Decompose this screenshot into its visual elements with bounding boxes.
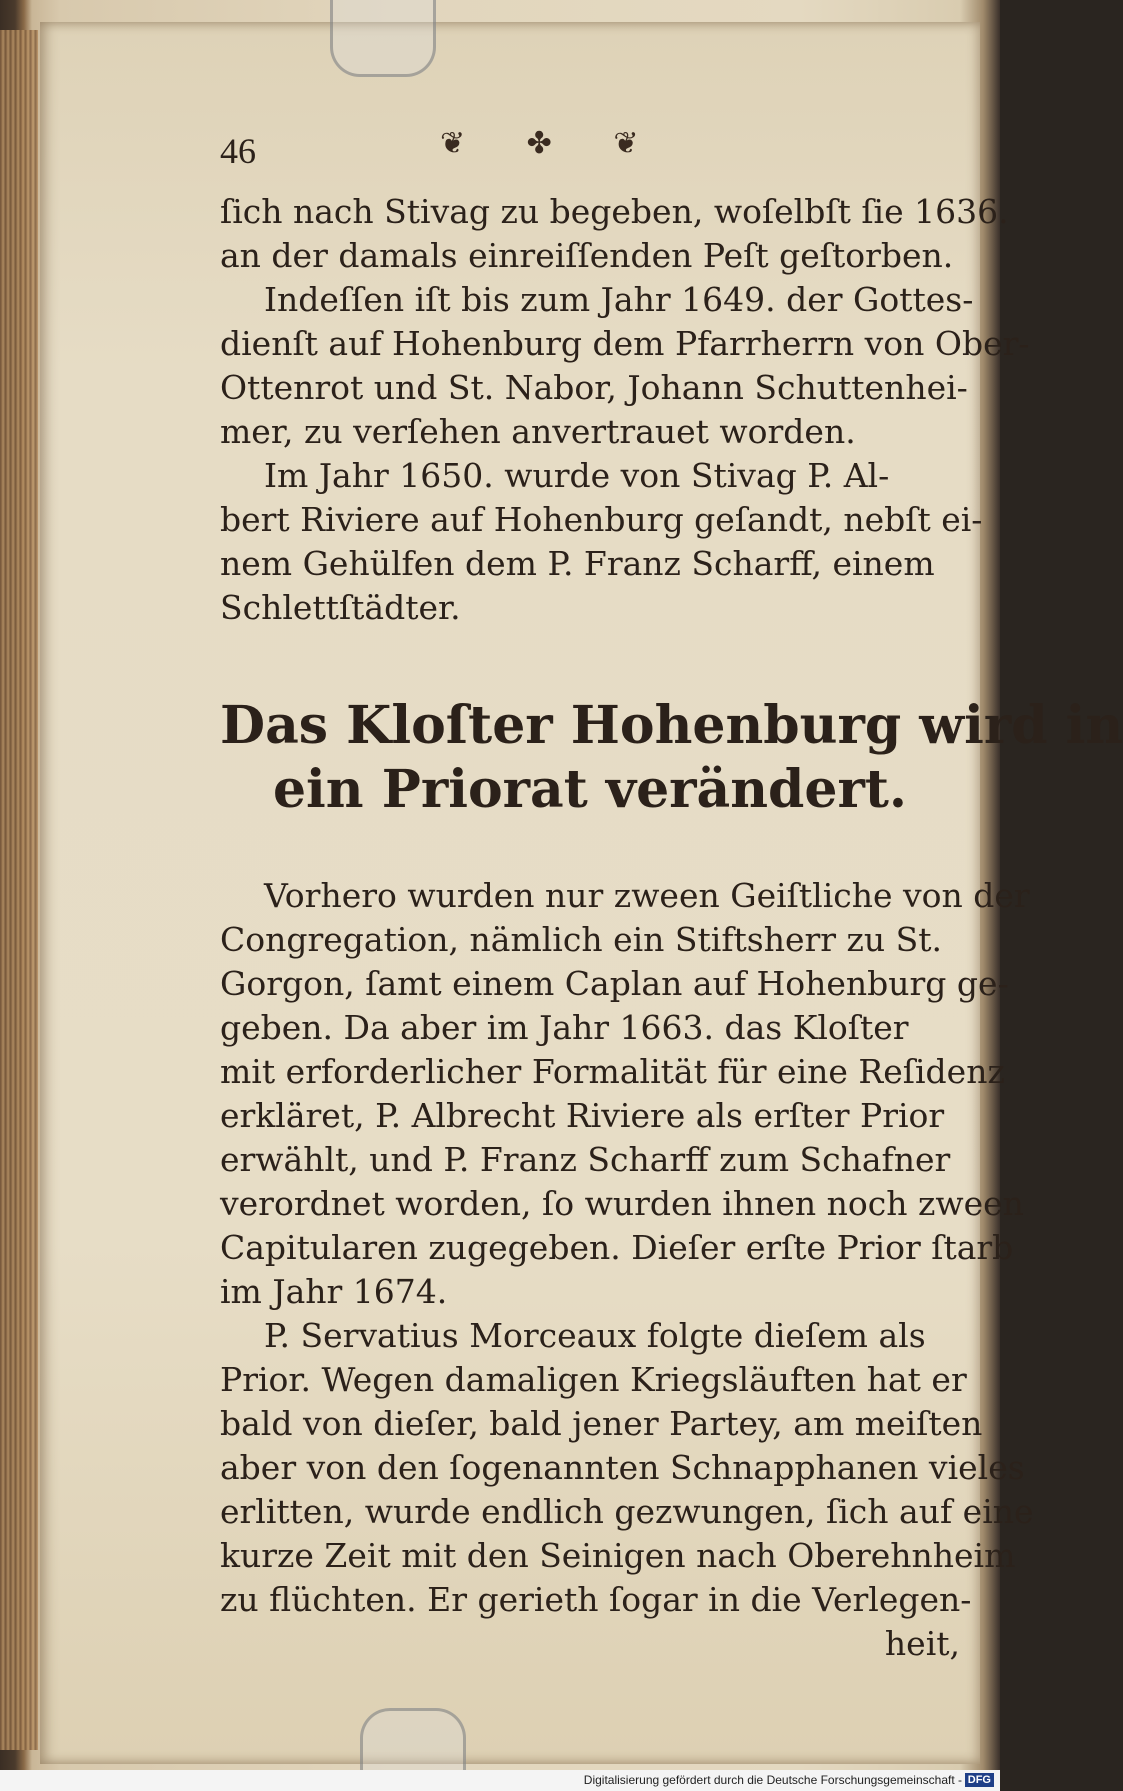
text-line: erkläret, P. Albrecht Riviere als erſter Prior — [220, 1096, 945, 1135]
text-line: verordnet worden, ſo wurden ihnen noch zween — [220, 1184, 1024, 1223]
page-header — [220, 120, 960, 190]
text-line: mit erforderlicher Formalität für eine Reſidenz — [220, 1052, 1005, 1091]
paragraph-5 — [220, 1314, 1034, 1666]
text-line: P. Servatius Morceaux folgte dieſem als — [264, 1316, 926, 1355]
text-line: aber von den ſogenannten Schnapphanen vieles — [220, 1448, 1025, 1487]
text-line: nem Gehülfen dem P. Franz Scharff, einem — [220, 544, 935, 583]
digitization-footer — [0, 1770, 1000, 1791]
paragraph-4 — [220, 874, 1030, 1314]
heading-line: Das Kloſter Hohenburg wird in — [220, 695, 1123, 756]
text-line: erlitten, wurde endlich gezwungen, ſich auf eine — [220, 1492, 1034, 1531]
text-line: dienſt auf Hohenburg dem Pfarrherrn von Ober- — [220, 324, 1030, 363]
text-line: Gorgon, ſamt einem Caplan auf Hohenburg ge- — [220, 964, 1009, 1003]
text-line: Im Jahr 1650. wurde von Stivag P. Al- — [264, 456, 890, 495]
page-content — [220, 120, 1123, 1666]
section-heading — [220, 695, 1123, 824]
text-line: Schlettſtädter. — [220, 588, 461, 627]
text-line: Congregation, nämlich ein Stiftsherr zu St. — [220, 920, 943, 959]
text-line: Vorhero wurden nur zween Geiſtliche von der — [264, 876, 1030, 915]
text-line: im Jahr 1674. — [220, 1272, 448, 1311]
paragraph-3 — [220, 454, 983, 630]
paragraph-2 — [220, 278, 1030, 454]
text-line: Prior. Wegen damaligen Kriegsläuften hat er — [220, 1360, 967, 1399]
paragraph-1 — [220, 190, 1009, 278]
text-line: mer, zu verſehen anvertrauet worden. — [220, 412, 856, 451]
page-edges — [0, 30, 38, 1750]
text-line: erwählt, und P. Franz Scharff zum Schafner — [220, 1140, 951, 1179]
dfg-logo-icon: DFG — [965, 1773, 994, 1787]
page-clip-top — [330, 0, 436, 77]
text-line: bert Riviere auf Hohenburg geſandt, nebſt ei- — [220, 500, 983, 539]
text-line: kurze Zeit mit den Seinigen nach Oberehnheim — [220, 1536, 1016, 1575]
text-line: zu flüchten. Er gerieth ſogar in die Verlegen- — [220, 1580, 972, 1619]
catchword: heit, — [884, 1624, 960, 1663]
text-line: Capitularen zugegeben. Dieſer erſte Prior ſtarb — [220, 1228, 1014, 1267]
footer-credit: Digitalisierung gefördert durch die Deutsche Forschungsgemeinschaft - — [583, 1773, 962, 1787]
text-line: ſich nach Stivag zu begeben, woſelbſt ſie 1636. — [220, 192, 1009, 231]
text-line: Indeſſen iſt bis zum Jahr 1649. der Gottes- — [264, 280, 974, 319]
heading-line: ein Priorat verändert. — [272, 759, 908, 820]
text-line: Ottenrot und St. Nabor, Johann Schuttenhei- — [220, 368, 968, 407]
ornament-icon: ❦ ✤ ❦ — [440, 126, 665, 161]
text-line: geben. Da aber im Jahr 1663. das Kloſter — [220, 1008, 909, 1047]
text-line: bald von dieſer, bald jener Partey, am meiſten — [220, 1404, 983, 1443]
page-number: 46 — [220, 131, 256, 171]
text-line: an der damals einreiſſenden Peſt geſtorben. — [220, 236, 954, 275]
